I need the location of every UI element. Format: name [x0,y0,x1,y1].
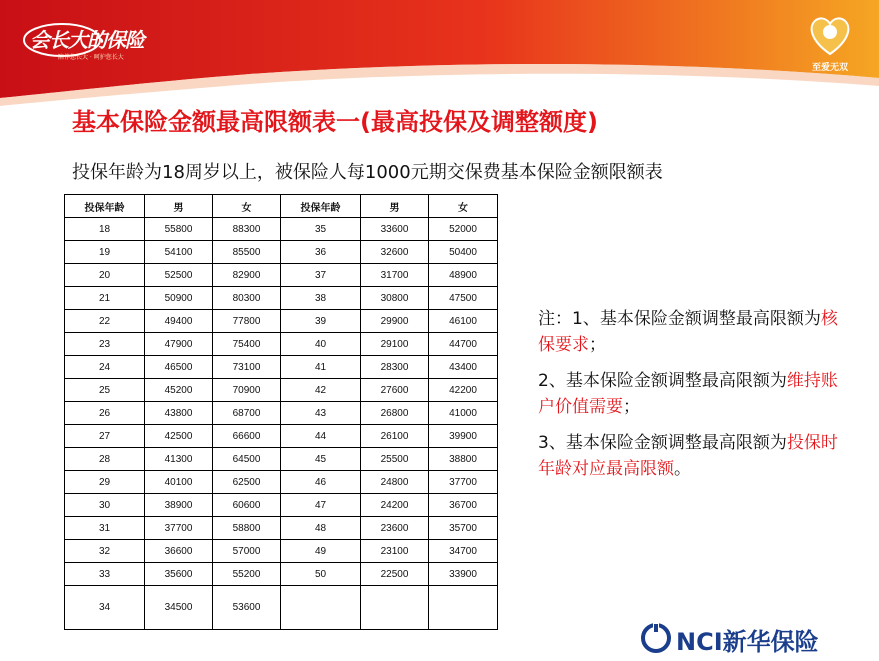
table-cell: 33900 [429,563,498,586]
table-cell: 45200 [145,379,213,402]
table-cell: 55800 [145,218,213,241]
table-cell: 43800 [145,402,213,425]
table-header-row [65,195,498,218]
table-cell: 44700 [429,333,498,356]
table-row [65,540,498,563]
note-item [538,306,848,358]
table-cell: 34 [65,586,145,630]
limit-table [64,194,498,630]
column-header: 投保年龄 [281,195,361,218]
table-row [65,494,498,517]
table-row [65,563,498,586]
table-cell: 64500 [213,448,281,471]
table-row [65,310,498,333]
column-header: 女 [429,195,498,218]
table-cell: 36600 [145,540,213,563]
table-cell: 28 [65,448,145,471]
table-cell [429,586,498,630]
table-cell: 52500 [145,264,213,287]
table-cell: 44 [281,425,361,448]
table-cell [361,586,429,630]
table-cell: 29900 [361,310,429,333]
table-cell: 41000 [429,402,498,425]
column-header: 男 [145,195,213,218]
table-cell: 39 [281,310,361,333]
table-cell: 22 [65,310,145,333]
table-cell: 53600 [213,586,281,630]
note-highlight: 维持账户价值需要 [538,371,838,417]
table-row [65,333,498,356]
table-row [65,471,498,494]
table-cell: 50400 [429,241,498,264]
note-item [538,368,848,420]
table-cell: 85500 [213,241,281,264]
table-cell: 43400 [429,356,498,379]
table-cell: 26100 [361,425,429,448]
table-cell: 57000 [213,540,281,563]
table-cell: 25500 [361,448,429,471]
table-cell: 23 [65,333,145,356]
table-cell: 55200 [213,563,281,586]
table-cell: 38800 [429,448,498,471]
table-cell: 54100 [145,241,213,264]
table-cell: 49 [281,540,361,563]
table-cell: 46100 [429,310,498,333]
table-cell: 70900 [213,379,281,402]
table-cell: 48900 [429,264,498,287]
column-header: 女 [213,195,281,218]
heart-icon [800,8,860,60]
table-cell: 50900 [145,287,213,310]
logo-text: 会长大的保险 [30,28,144,52]
table-cell: 42200 [429,379,498,402]
table-cell: 23600 [361,517,429,540]
table-cell: 40 [281,333,361,356]
table-cell: 41 [281,356,361,379]
logo-tagline: 陪伴您长大 · 呵护您长大 [58,54,124,61]
table-cell: 33600 [361,218,429,241]
nci-emblem-icon [640,622,672,654]
table-cell: 36700 [429,494,498,517]
table-cell: 62500 [213,471,281,494]
table-cell: 25 [65,379,145,402]
table-cell: 26800 [361,402,429,425]
table-cell: 22500 [361,563,429,586]
note-text: 注：1、基本保险金额调整最高限额为 [538,309,821,329]
table-cell: 23100 [361,540,429,563]
note-highlight: 核保要求 [538,309,838,355]
note-text: 2、基本保险金额调整最高限额为 [538,371,787,391]
table-cell: 46500 [145,356,213,379]
note-text: ； [589,335,606,355]
table-row [65,379,498,402]
table-cell: 34700 [429,540,498,563]
nci-logo-text: NCI新华保险 [676,628,819,656]
table-cell: 75400 [213,333,281,356]
table-row [65,425,498,448]
table-cell: 36 [281,241,361,264]
table-cell: 31700 [361,264,429,287]
table-cell: 60600 [213,494,281,517]
table-row [65,448,498,471]
table-row [65,402,498,425]
brand-slogan: 至爱无双 [811,63,848,73]
table-row [65,218,498,241]
table-cell: 47500 [429,287,498,310]
table-body [65,218,498,630]
table-cell: 50 [281,563,361,586]
table-cell: 40100 [145,471,213,494]
table-cell: 27 [65,425,145,448]
note-item [538,430,848,482]
table-cell: 68700 [213,402,281,425]
table-cell: 20 [65,264,145,287]
page-title: 基本保险金额最高限额表一(最高投保及调整额度) [72,108,598,136]
table-row [65,517,498,540]
table-cell: 27600 [361,379,429,402]
table-cell: 42500 [145,425,213,448]
table-cell: 32 [65,540,145,563]
table-cell: 35 [281,218,361,241]
table-row [65,241,498,264]
table-cell: 47 [281,494,361,517]
column-header: 投保年龄 [65,195,145,218]
table-cell: 82900 [213,264,281,287]
table-cell: 37 [281,264,361,287]
table-cell: 35700 [429,517,498,540]
table-cell: 66600 [213,425,281,448]
company-slogan-logo [22,16,150,72]
table-cell: 19 [65,241,145,264]
table-cell: 30800 [361,287,429,310]
table-cell: 47900 [145,333,213,356]
table-cell: 32600 [361,241,429,264]
page-subtitle: 投保年龄为18周岁以上，被保险人每1000元期交保费基本保险金额限额表 [72,162,663,183]
table-cell: 29 [65,471,145,494]
table-cell: 77800 [213,310,281,333]
table-row [65,356,498,379]
table-cell: 30 [65,494,145,517]
table-cell: 37700 [429,471,498,494]
table-cell: 43 [281,402,361,425]
table-cell: 45 [281,448,361,471]
table-cell: 38900 [145,494,213,517]
table-cell: 80300 [213,287,281,310]
brand-heart-logo [800,8,860,72]
table-cell: 24 [65,356,145,379]
table-cell: 18 [65,218,145,241]
column-header: 男 [361,195,429,218]
table-cell: 42 [281,379,361,402]
table-cell: 24200 [361,494,429,517]
table-cell: 24800 [361,471,429,494]
table-cell: 21 [65,287,145,310]
table-cell: 38 [281,287,361,310]
table-row [65,264,498,287]
nci-company-logo [640,620,860,654]
table-cell: 37700 [145,517,213,540]
notes-panel [538,306,848,492]
table-row [65,287,498,310]
note-highlight: 投保时年龄对应最高限额 [538,433,838,479]
table-cell: 29100 [361,333,429,356]
table-cell [281,586,361,630]
table-cell: 31 [65,517,145,540]
table-cell: 73100 [213,356,281,379]
table-cell: 48 [281,517,361,540]
table-cell: 26 [65,402,145,425]
table-cell: 58800 [213,517,281,540]
table-cell: 28300 [361,356,429,379]
table-cell: 33 [65,563,145,586]
table-cell: 46 [281,471,361,494]
note-text: ； [623,397,640,417]
note-text: 3、基本保险金额调整最高限额为 [538,433,787,453]
table-cell: 52000 [429,218,498,241]
table-cell: 88300 [213,218,281,241]
table-cell: 34500 [145,586,213,630]
table-cell: 41300 [145,448,213,471]
note-text: 。 [674,459,691,479]
table-cell: 39900 [429,425,498,448]
table-row [65,586,498,630]
table-cell: 35600 [145,563,213,586]
table-cell: 49400 [145,310,213,333]
